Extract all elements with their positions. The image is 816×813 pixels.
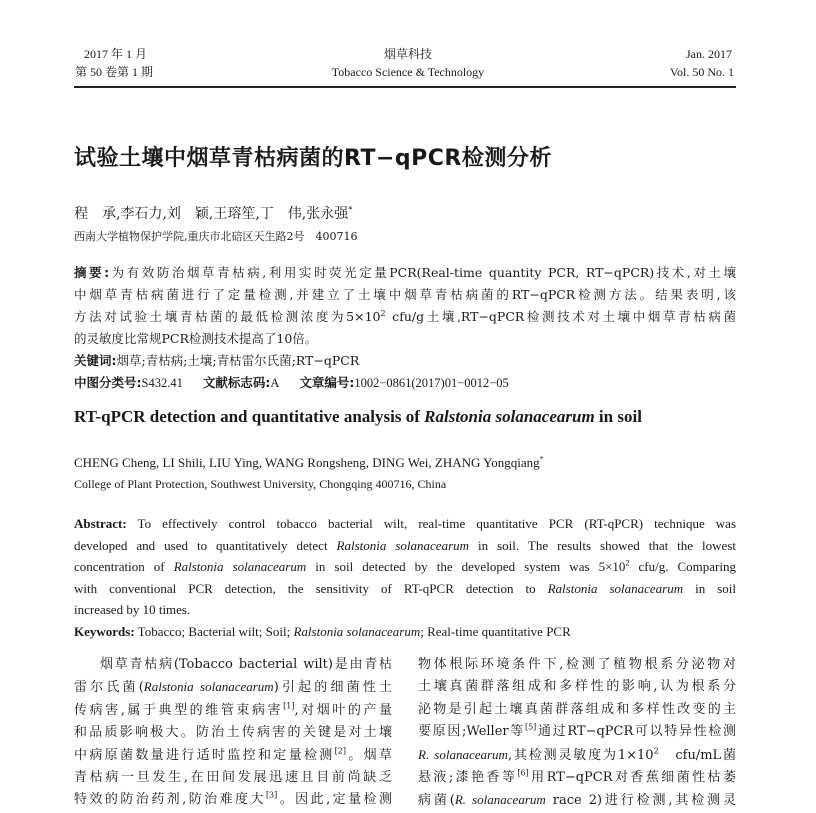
body-text: cfu/mL菌 xyxy=(658,747,736,763)
paper-title-en xyxy=(74,405,642,429)
abstract-en xyxy=(74,513,736,642)
species-name: Ralstonia solanacearum xyxy=(336,537,470,553)
abstract-en-text: developed and used to quantitatively detect xyxy=(74,537,337,553)
keywords-cn-text: 烟草;青枯病;土壤;青枯雷尔氏菌;RT−qPCR xyxy=(116,353,360,368)
body-text: race 2)进行检测,其检测灵 xyxy=(545,793,736,809)
clc-value: S432.41 xyxy=(141,376,183,390)
title-en-prefix: RT-qPCR detection and quantitative analysis of xyxy=(74,407,425,426)
journal-volume-en: Vol. 50 No. 1 xyxy=(669,65,734,79)
body-text: 。因此,定量检测 xyxy=(277,792,392,808)
abstract-en-text: increased by 10 times. xyxy=(74,602,191,617)
affiliation-en: College of Plant Protection, Southwest University, Chongqing 400716, China xyxy=(74,477,447,491)
body-text: 特效的防治药剂,防治难度大 xyxy=(74,792,266,808)
title-en-suffix: in soil xyxy=(594,407,642,426)
abstract-cn-line: 为有效防治烟草青枯病,利用实时荧光定量PCR(Real-time quantity PCR, RT−qPCR)技术,对土壤 xyxy=(109,265,736,280)
citation-ref: [2] xyxy=(334,746,346,756)
body-text: 悬液;漆艳香等 xyxy=(418,770,518,786)
body-text: 通过RT−qPCR可以特异性检测 xyxy=(536,724,736,740)
species-name: Ralstonia solanacearum xyxy=(547,580,684,596)
article-number-value: 1002−0861(2017)01−0012−05 xyxy=(354,376,509,390)
species-name: Ralstonia solanacearum xyxy=(293,623,421,639)
abstract-cn xyxy=(74,262,736,394)
keywords-en-label: Keywords: xyxy=(74,623,135,639)
body-line: 烟草青枯病(Tobacco bacterial wilt)是由青枯 xyxy=(100,657,392,672)
keywords-en-text: ; Real-time quantitative PCR xyxy=(420,623,571,639)
abstract-en-text: To effectively control tobacco bacterial wilt, real-time quantitative PCR (RT-qPCR) technique was xyxy=(126,516,736,531)
species-name: R. solanacearum xyxy=(418,746,508,762)
species-name: Ralstonia solanacearum xyxy=(173,559,307,574)
abstract-en-text: concentration of xyxy=(74,559,174,574)
journal-name-en: Tobacco Science & Technology xyxy=(331,65,485,79)
corresponding-mark-cn: * xyxy=(348,205,353,215)
authors-cn-text: 程 承,李石力,刘 颖,王瑢笙,丁 伟,张永强 xyxy=(74,206,349,222)
journal-name-cn: 烟草科技 xyxy=(383,47,432,61)
abstract-en-sup: 2 xyxy=(625,558,630,568)
body-text: 雷尔氏菌( xyxy=(74,680,144,696)
paper-title-cn: 试验土壤中烟草青枯病菌的RT−qPCR检测分析 xyxy=(74,146,552,171)
abstract-cn-line: 的灵敏度比常规PCR检测技术提高了10倍。 xyxy=(74,331,318,346)
body-text: 要原因;Weller等 xyxy=(418,724,525,740)
body-column-right xyxy=(418,654,736,813)
header-rule xyxy=(74,86,736,88)
abstract-en-text: in soil. The results showed that the lowest xyxy=(469,537,736,553)
body-text: ,其检测灵敏度为1×10 xyxy=(507,747,654,763)
species-name: R. solanacearum xyxy=(454,792,546,808)
clc-label: 中图分类号: xyxy=(74,375,142,390)
abstract-cn-sup: 2 xyxy=(380,308,386,318)
body-line: 土壤真菌群落组成和多样性的影响,认为根系分 xyxy=(418,679,736,695)
body-sup: 2 xyxy=(653,746,659,756)
body-text: 病菌( xyxy=(418,793,455,809)
abstract-en-text: in soil detected by the developed system was 5×10 xyxy=(306,559,626,574)
abstract-cn-label: 摘要: xyxy=(74,265,110,280)
abstract-en-label: Abstract: xyxy=(74,516,127,531)
article-number-label: 文章编号: xyxy=(299,375,355,390)
abstract-en-text: with conventional PCR detection, the sensitivity of RT-qPCR detection to xyxy=(74,580,548,596)
citation-ref: [5] xyxy=(524,722,537,732)
body-line: 青枯病一旦发生,在田间发展迅速且目前尚缺乏 xyxy=(74,770,392,786)
journal-volume-cn: 第 50 卷第 1 期 xyxy=(75,65,154,79)
doc-code-value: A xyxy=(270,376,280,390)
body-line: 和品质影响极大。防治土传病害的关键是对土壤 xyxy=(74,725,392,741)
abstract-en-text: cfu/g. Comparing xyxy=(629,559,736,574)
citation-ref: [3] xyxy=(265,791,278,801)
doc-code-label: 文献标志码: xyxy=(202,375,271,390)
authors-en xyxy=(74,454,544,472)
affiliation-cn: 西南大学植物保护学院,重庆市北碚区天生路2号 400716 xyxy=(74,230,358,243)
body-text: 。烟草 xyxy=(345,747,392,763)
authors-en-text: CHENG Cheng, LI Shili, LIU Ying, WANG Rongsheng, DING Wei, ZHANG Yongqiang xyxy=(74,455,540,470)
journal-date-en: Jan. 2017 xyxy=(686,47,732,61)
citation-ref: [6] xyxy=(517,768,529,778)
corresponding-mark-en: * xyxy=(539,454,544,464)
body-text: )引起的细菌性土 xyxy=(273,680,392,696)
body-text: 传病害,属于典型的维管束病害 xyxy=(74,702,284,718)
abstract-cn-line: 方法对试验土壤青枯菌的最低检测浓度为5×10 xyxy=(74,309,381,324)
body-text: 中病原菌数量进行适时监控和定量检测 xyxy=(74,747,335,763)
citation-ref: [1] xyxy=(283,701,295,711)
species-name: Ralstonia solanacearum xyxy=(143,679,274,695)
abstract-cn-line: cfu/g土壤,RT−qPCR检测技术对土壤中烟草青枯病菌 xyxy=(385,309,736,324)
body-line: 物体根际环境条件下,检测了植物根系分泌物对 xyxy=(418,657,736,672)
body-text: 用RT−qPCR对香蕉细菌性枯萎 xyxy=(528,770,736,786)
keywords-cn-label: 关键词: xyxy=(74,353,117,368)
title-en-species: Ralstonia solanacearum xyxy=(424,407,595,426)
abstract-en-text: in soil xyxy=(683,580,736,596)
journal-date-cn: 2017 年 1 月 xyxy=(84,47,148,61)
body-text: ,对烟叶的产量 xyxy=(294,702,392,718)
keywords-en-text: Tobacco; Bacterial wilt; Soil; xyxy=(134,623,294,639)
authors-cn xyxy=(74,204,352,224)
body-line: 泌物是引起土壤真菌群落组成和多样性改变的主 xyxy=(418,701,736,717)
body-column-left xyxy=(74,654,392,812)
abstract-cn-line: 中烟草青枯病菌进行了定量检测,并建立了土壤中烟草青枯病菌的RT−qPCR检测方法。结果表明,该 xyxy=(74,287,736,302)
